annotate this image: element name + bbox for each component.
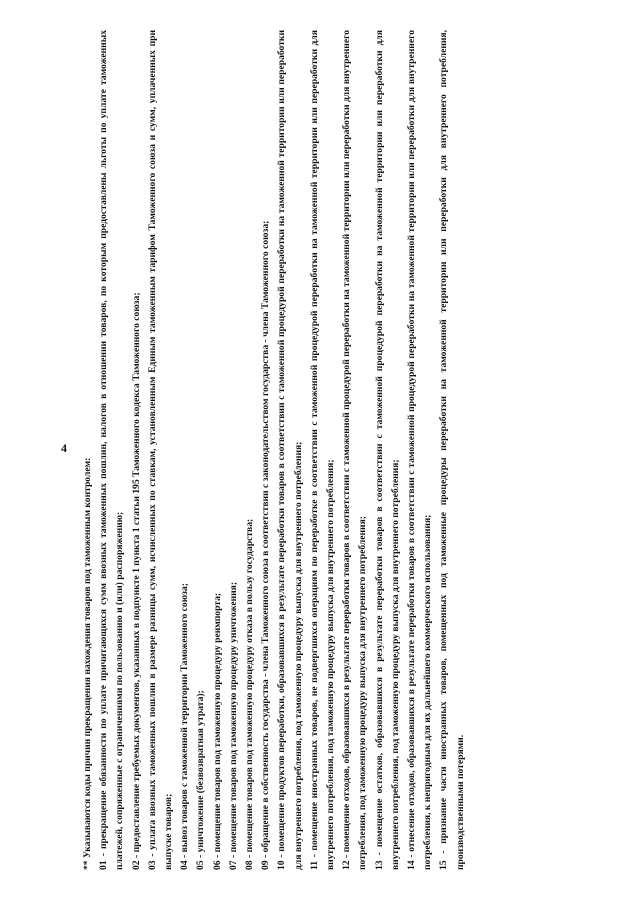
code-item-04: 04 - вывоз товаров с таможенной территории Таможенного союза; (179, 583, 191, 870)
code-item-05: 05 - уничтожение (безвозвратная утрата); (195, 690, 207, 870)
code-item-10: 10 - помещение продуктов переработки, образовавшихся в результате переработки товаров в соответствии с таможенной процедурой переработки на таможенной территории или переработки для внутреннего потребления, под таможенную процедуру выпуска для внутреннего потребления; (276, 30, 304, 870)
code-item-03: 03 - уплата ввозных таможенных пошлин в размере разницы сумм, исчисленных по ставкам, установленным Единым таможенным тарифом Таможенного союза и сумм, уплаченных при выпуске товаров; (146, 30, 175, 870)
code-item-12: 12 - помещение отходов, образовавшихся в результате переработки товаров в соответствии с таможенной процедурой переработки на таможенной территории или переработки для внутреннего потребления, под таможенную процедуру выпуска для внутреннего потребления; (341, 30, 369, 870)
code-item-08: 08 - помещение товаров под таможенную процедуру отказа в пользу государства; (244, 518, 256, 870)
code-item-07: 07 - помещение товаров под таможенную процедуру уничтожения; (227, 581, 239, 870)
footnote-text-block (80, 30, 580, 870)
code-item-14: 14 - отнесение отходов, образовавшихся в результате переработки товаров в соответствии с таможенной процедурой переработки на таможенной территории или переработки для внутреннего потребления, к непригодным для их дальнейшего коммерческого использования; (406, 30, 434, 870)
code-item-09: 09 - обращение в собственность государства - члена Таможенного союза в соответствии с законодательством государства - члена Таможенного союза; (260, 220, 272, 870)
footnote-heading: ** Указываются коды причин прекращения нахождения товаров под таможенным контролем: (82, 457, 93, 870)
code-item-02: 02 - предоставление требуемых документов, указанных в подпункте 1 пункта 1 статьи 195 Таможенного кодекса Таможенного союза; (130, 292, 142, 870)
code-item-06: 06 - помещение товаров под таможенную процедуру реимпорта; (211, 592, 223, 870)
code-item-01: 01 - прекращение обязанности по уплате причитающихся сумм ввозных таможенных пошлин, налогов в отношении товаров, по которым предоставлены льготы по уплате таможенных платежей, сопряженные с ограничениями по пользованию и (или) распоряжению; (98, 30, 126, 870)
page-number: 4 (61, 441, 67, 455)
code-item-13: 13 - помещение остатков, образовавшихся в результате переработки товаров в соответствии с таможенной процедурой переработки на таможенной территории или переработки для внутреннего потребления, под таможенную процедуру выпуска для внутреннего потребления; (373, 30, 401, 870)
code-item-15: 15 - признание части иностранных товаров, помещенных под таможенные процедуры переработки на таможенной территории или переработки для внутреннего потребления, производственными потерями. (438, 30, 466, 870)
code-item-11: 11 - помещение иностранных товаров, не подвергшихся операциям по переработке в соответствии с таможенной процедурой переработки на таможенной территории или переработки для внутреннего потребления, под таможенную процедуру выпуска для внутреннего потребления; (308, 30, 337, 870)
